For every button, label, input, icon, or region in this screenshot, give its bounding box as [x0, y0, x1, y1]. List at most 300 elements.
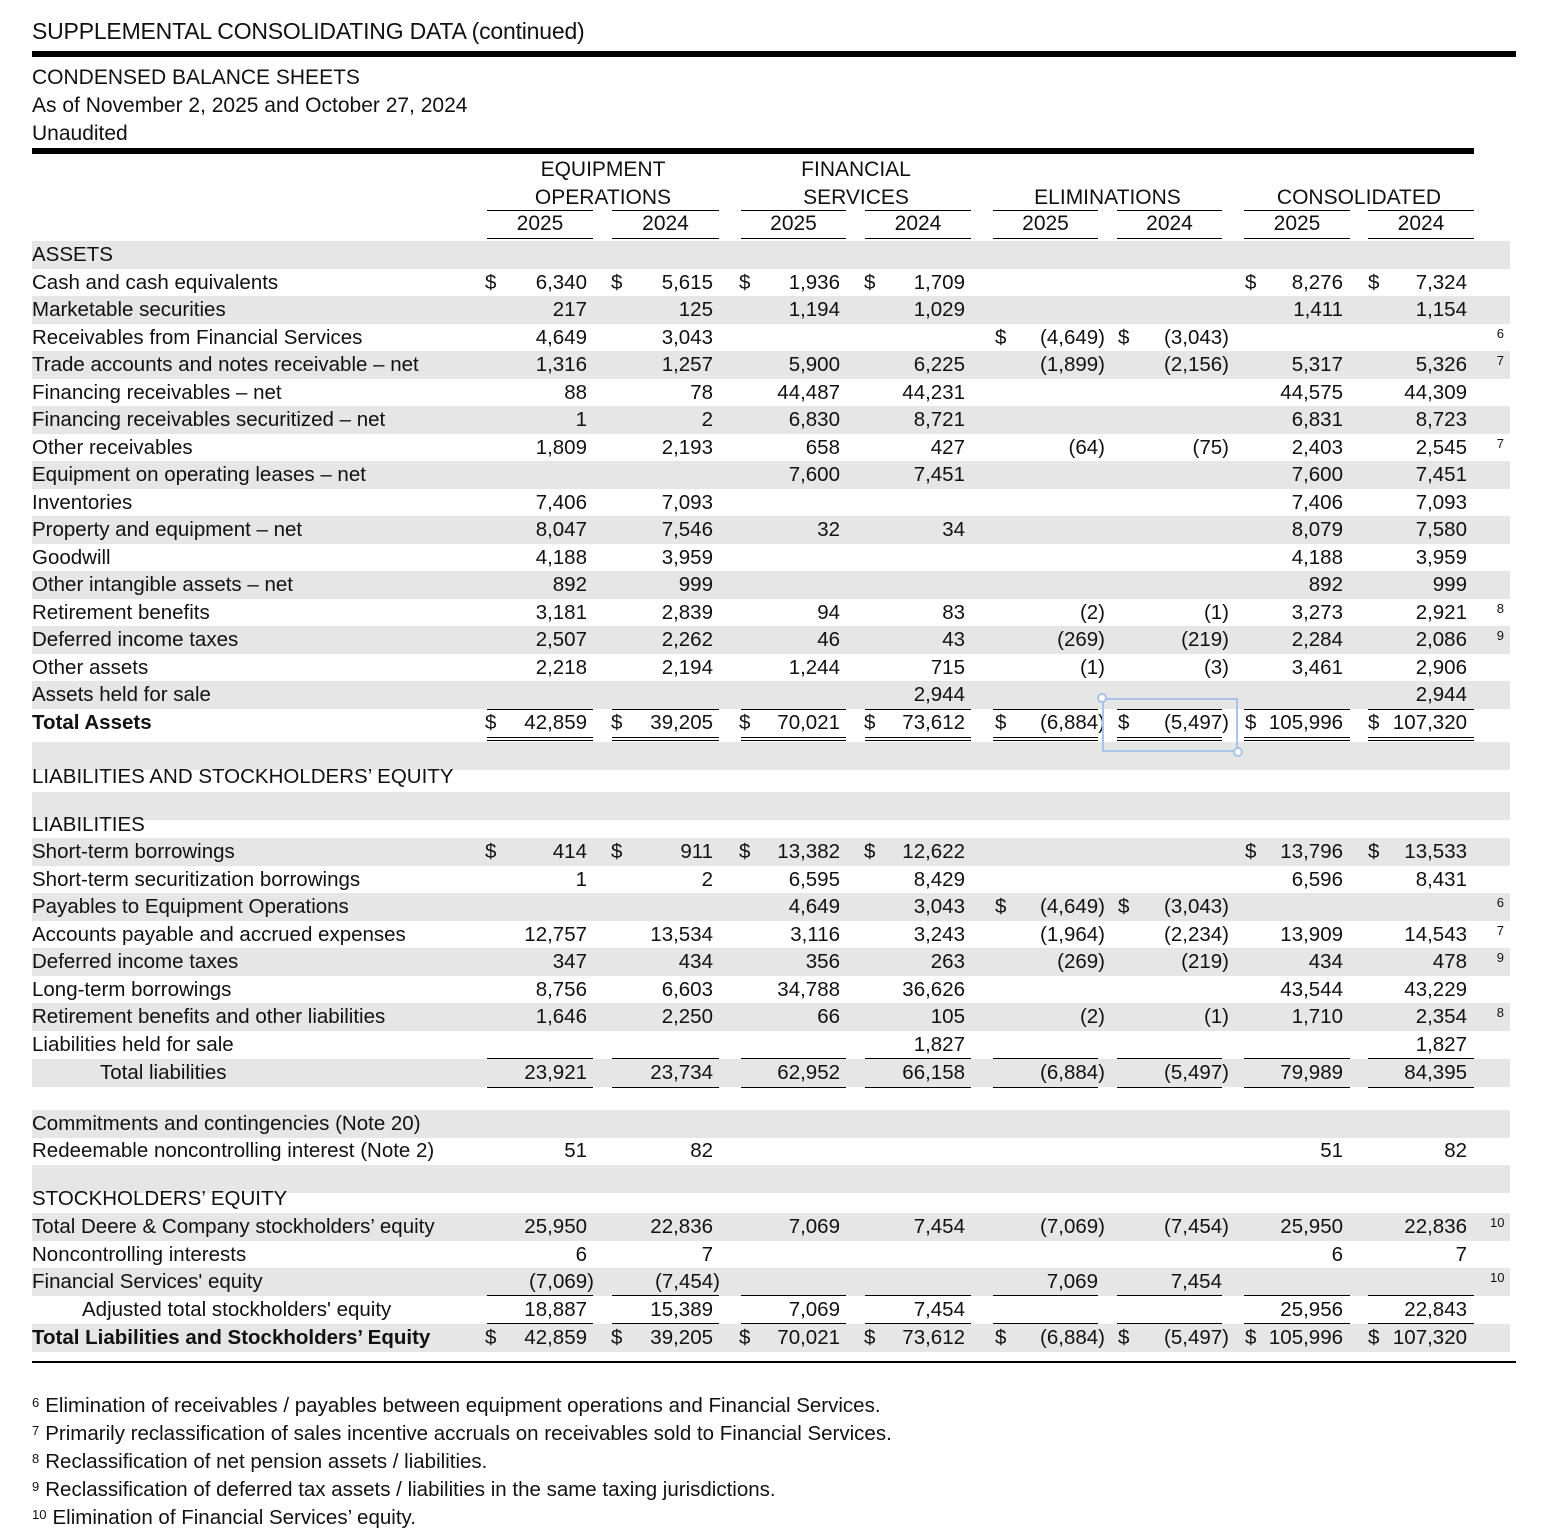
row-label: Adjusted total stockholders' equity: [82, 1298, 392, 1321]
table-cell: (64): [1068, 436, 1105, 459]
total-overline: [993, 709, 1098, 710]
row-label: Long-term borrowings: [32, 978, 232, 1001]
year-header: 2024: [1146, 212, 1193, 235]
year-header: 2024: [894, 212, 942, 235]
table-cell: 125: [678, 298, 713, 321]
table-cell: 263: [930, 950, 965, 973]
table-cell: 5,326: [1415, 353, 1467, 376]
row-band: [32, 626, 1510, 654]
header-underline: [487, 238, 593, 239]
table-cell: 51: [564, 1139, 587, 1162]
row-label: Payables to Equipment Operations: [32, 895, 349, 918]
table-cell: 2,262: [661, 628, 713, 651]
table-cell: 6,603: [661, 978, 713, 1001]
table-cell: (3,043): [1164, 326, 1229, 349]
table-cell: 7,069: [788, 1298, 840, 1321]
footnote-number: 7: [32, 1423, 40, 1438]
double-underline: [741, 737, 846, 741]
total-overline: [1117, 1323, 1222, 1324]
double-underline: [865, 737, 971, 741]
table-cell: 70,021: [777, 1326, 840, 1349]
header-underline: [993, 238, 1098, 239]
table-cell: 6: [575, 1243, 587, 1266]
table-cell: 12,622: [902, 840, 965, 863]
subtotal-overline: [865, 1295, 971, 1296]
footnote-ref: 7: [1496, 436, 1504, 451]
header-underline: [865, 238, 971, 239]
row-label: Retirement benefits and other liabilities: [32, 1005, 386, 1028]
table-cell: (2,234): [1164, 923, 1229, 946]
table-cell: 8,723: [1415, 408, 1467, 431]
table-cell: 356: [805, 950, 840, 973]
table-cell: 7,406: [535, 491, 587, 514]
total-overline: [1368, 1323, 1474, 1324]
table-cell: 51: [1320, 1139, 1343, 1162]
subtotal-underline: [993, 1087, 1098, 1088]
footnote-ref: 7: [1496, 923, 1504, 938]
table-cell: 13,533: [1404, 840, 1467, 863]
table-cell: 7: [1455, 1243, 1467, 1266]
dollar-sign: $: [864, 840, 876, 863]
dollar-sign: $: [739, 271, 751, 294]
table-cell: 7,451: [1415, 463, 1467, 486]
table-cell: 66,158: [902, 1061, 965, 1084]
table-cell: 1,029: [913, 298, 965, 321]
table-cell: 2: [701, 408, 713, 431]
table-cell: 6,340: [535, 271, 587, 294]
subtotal-underline: [1244, 1087, 1350, 1088]
total-overline: [1244, 709, 1350, 710]
dollar-sign: $: [995, 326, 1007, 349]
table-cell: 8,079: [1291, 518, 1343, 541]
table-cell: 1,411: [1293, 298, 1343, 321]
table-cell: 94: [817, 601, 840, 624]
table-cell: 4,188: [535, 546, 587, 569]
dollar-sign: $: [1118, 711, 1130, 734]
total-overline: [1368, 709, 1474, 710]
dollar-sign: $: [485, 271, 497, 294]
table-cell: 105: [930, 1005, 965, 1028]
table-cell: 25,956: [1280, 1298, 1343, 1321]
row-label: Deferred income taxes: [32, 628, 239, 651]
subtotal-overline: [1368, 1295, 1474, 1296]
table-cell: 6: [1331, 1243, 1343, 1266]
subtotal-underline: [487, 1087, 593, 1088]
table-cell: 23,921: [524, 1061, 587, 1084]
table-cell: 7: [701, 1243, 713, 1266]
table-cell: 1,194: [788, 298, 840, 321]
dollar-sign: $: [1368, 840, 1380, 863]
table-cell: 2,194: [661, 656, 713, 679]
table-cell: 217: [552, 298, 587, 321]
row-band: [32, 792, 1510, 820]
footnote-ref: 10: [1490, 1215, 1505, 1230]
table-cell: 1,809: [535, 436, 587, 459]
dollar-sign: $: [1368, 1326, 1380, 1349]
table-cell: 73,612: [902, 1326, 965, 1349]
table-cell: 2,507: [535, 628, 587, 651]
subtotal-overline: [741, 1295, 846, 1296]
col-group-equipment: EQUIPMENT OPERATIONS: [534, 158, 672, 209]
table-cell: 8,429: [913, 868, 965, 891]
table-cell: 3,959: [661, 546, 713, 569]
table-cell: 5,615: [661, 271, 713, 294]
table-cell: 84,395: [1404, 1061, 1467, 1084]
footnote-item: [32, 1392, 881, 1419]
table-cell: 32: [817, 518, 840, 541]
subtotal-underline: [1117, 1087, 1222, 1088]
table-cell: 6,596: [1291, 868, 1343, 891]
table-cell: 34,788: [777, 978, 840, 1001]
table-cell: 5,900: [788, 353, 840, 376]
table-cell: 434: [678, 950, 713, 973]
table-cell: 999: [678, 573, 713, 596]
table-cell: 892: [1308, 573, 1343, 596]
row-label: Short-term securitization borrowings: [32, 868, 361, 891]
table-cell: 43,229: [1404, 978, 1467, 1001]
table-cell: 6,830: [788, 408, 840, 431]
header-underline: [741, 210, 846, 211]
table-cell: 1,316: [535, 353, 587, 376]
table-cell: 478: [1432, 950, 1467, 973]
dollar-sign: $: [485, 1326, 497, 1349]
subtotal-overline: [993, 1058, 1098, 1059]
row-label: Noncontrolling interests: [32, 1243, 247, 1266]
row-band: [32, 296, 1510, 324]
row-label: Financial Services' equity: [32, 1270, 263, 1293]
table-cell: (7,454): [655, 1270, 720, 1293]
double-underline: [1244, 737, 1350, 741]
subtotal-overline: [1244, 1058, 1350, 1059]
header-underline: [1368, 238, 1474, 239]
dollar-sign: $: [1245, 711, 1257, 734]
table-cell: 107,320: [1392, 1326, 1467, 1349]
footnote-ref: 9: [1496, 950, 1504, 965]
row-label: Retirement benefits: [32, 601, 210, 624]
table-cell: 8,756: [535, 978, 587, 1001]
total-overline: [487, 709, 593, 710]
table-cell: 7,600: [1291, 463, 1343, 486]
row-label: Total Liabilities and Stockholders’ Equity: [32, 1326, 431, 1349]
row-label: Financing receivables securitized – net: [32, 408, 386, 431]
row-band: [32, 241, 1510, 269]
table-cell: 13,382: [777, 840, 840, 863]
table-cell: (4,649): [1040, 326, 1105, 349]
dollar-sign: $: [1245, 840, 1257, 863]
table-cell: (6,884): [1040, 1326, 1105, 1349]
table-cell: 70,021: [777, 711, 840, 734]
double-underline: [1368, 737, 1474, 741]
table-cell: 43: [942, 628, 965, 651]
dollar-sign: $: [611, 840, 623, 863]
double-underline: [993, 737, 1098, 741]
row-label: Inventories: [32, 491, 133, 514]
table-cell: 22,836: [650, 1215, 713, 1238]
table-cell: 3,461: [1291, 656, 1343, 679]
dollar-sign: $: [1245, 1326, 1257, 1349]
table-cell: 78: [690, 381, 713, 404]
table-cell: 2,944: [1415, 683, 1467, 706]
total-overline: [487, 1323, 593, 1324]
footnote-text: Elimination of receivables / payables between equipment operations and Financial Services.: [45, 1394, 881, 1417]
total-overline: [612, 709, 719, 710]
table-cell: (7,454): [1164, 1215, 1229, 1238]
row-label: Redeemable noncontrolling interest (Note 2): [32, 1139, 435, 1162]
table-cell: 3,043: [661, 326, 713, 349]
footnote-number: 10: [32, 1507, 47, 1522]
subtotal-overline: [612, 1295, 719, 1296]
table-cell: 6,831: [1291, 408, 1343, 431]
cell-selection-box[interactable]: [1102, 698, 1238, 752]
year-header: 2025: [1273, 212, 1321, 235]
table-cell: 82: [1444, 1139, 1467, 1162]
table-cell: 2,839: [661, 601, 713, 624]
row-band: [32, 948, 1510, 976]
table-cell: 999: [1432, 573, 1467, 596]
footnote-ref: 7: [1496, 353, 1504, 368]
table-cell: 44,575: [1280, 381, 1343, 404]
table-cell: 105,996: [1268, 711, 1343, 734]
subtotal-underline: [1368, 1087, 1474, 1088]
table-cell: 2,193: [661, 436, 713, 459]
dollar-sign: $: [864, 711, 876, 734]
table-cell: 3,043: [913, 895, 965, 918]
table-cell: 7,454: [913, 1298, 965, 1321]
double-underline: [612, 737, 719, 741]
header-underline: [865, 210, 971, 211]
subtotal-underline: [741, 1087, 846, 1088]
double-underline: [487, 737, 593, 741]
table-cell: 1,827: [1415, 1033, 1467, 1056]
table-cell: 36,626: [902, 978, 965, 1001]
table-cell: (2): [1079, 601, 1105, 624]
table-cell: (7,069): [1040, 1215, 1105, 1238]
table-cell: (3,043): [1164, 895, 1229, 918]
table-cell: 44,309: [1404, 381, 1467, 404]
table-cell: (6,884): [1040, 1061, 1105, 1084]
footnote-item: [32, 1448, 487, 1475]
table-cell: 79,989: [1280, 1061, 1343, 1084]
table-cell: (219): [1181, 950, 1229, 973]
table-cell: 2,354: [1415, 1005, 1467, 1028]
table-cell: (219): [1181, 628, 1229, 651]
subtotal-overline: [993, 1295, 1098, 1296]
header-underline: [612, 238, 719, 239]
table-cell: 7,069: [788, 1215, 840, 1238]
footnote-number: 8: [32, 1451, 40, 1466]
table-cell: 7,454: [1170, 1270, 1222, 1293]
table-cell: (4,649): [1040, 895, 1105, 918]
table-cell: 1: [575, 408, 587, 431]
table-cell: (2): [1079, 1005, 1105, 1028]
footnote-ref: 8: [1496, 1005, 1504, 1020]
table-cell: 2,284: [1291, 628, 1343, 651]
dollar-sign: $: [739, 711, 751, 734]
table-cell: 14,543: [1404, 923, 1467, 946]
header-underline: [1117, 210, 1222, 211]
table-cell: 7,454: [913, 1215, 965, 1238]
table-cell: 42,859: [524, 711, 587, 734]
table-cell: 83: [942, 601, 965, 624]
table-cell: 6,595: [788, 868, 840, 891]
row-label: Commitments and contingencies (Note 20): [32, 1112, 421, 1135]
table-cell: (269): [1057, 950, 1105, 973]
footnote-text: Reclassification of net pension assets / liabilities.: [45, 1450, 488, 1473]
page-title: SUPPLEMENTAL CONSOLIDATING DATA (continued): [32, 18, 585, 44]
row-band: [32, 681, 1510, 709]
dollar-sign: $: [995, 1326, 1007, 1349]
footnote-ref: 9: [1496, 628, 1504, 643]
table-cell: 1: [575, 868, 587, 891]
header-rule: [32, 148, 1474, 154]
table-cell: 8,276: [1291, 271, 1343, 294]
col-group-eliminations: ELIMINATIONS: [1034, 186, 1181, 209]
table-cell: 4,188: [1291, 546, 1343, 569]
table-cell: 42,859: [524, 1326, 587, 1349]
dollar-sign: $: [611, 1326, 623, 1349]
table-cell: 46: [817, 628, 840, 651]
table-cell: 2,218: [535, 656, 587, 679]
table-cell: 15,389: [650, 1298, 713, 1321]
subtotal-overline: [1117, 1295, 1222, 1296]
table-cell: 3,959: [1415, 546, 1467, 569]
table-cell: 23,734: [650, 1061, 713, 1084]
table-cell: 2: [701, 868, 713, 891]
table-cell: 82: [690, 1139, 713, 1162]
table-cell: 2,086: [1415, 628, 1467, 651]
footnote-item: [32, 1476, 776, 1503]
footnote-text: Primarily reclassification of sales incentive accruals on receivables sold to Financial Services.: [45, 1422, 892, 1445]
table-cell: 347: [552, 950, 587, 973]
row-label: Total Assets: [32, 711, 152, 734]
row-label: Total liabilities: [100, 1061, 227, 1084]
table-cell: 7,406: [1291, 491, 1343, 514]
selection-handle-top-left[interactable]: [1097, 693, 1107, 703]
row-label: Other intangible assets – net: [32, 573, 293, 596]
total-overline: [741, 1323, 846, 1324]
footnote-ref: 8: [1496, 601, 1504, 616]
table-cell: 39,205: [650, 711, 713, 734]
footnote-ref: 6: [1496, 895, 1504, 910]
table-cell: 66: [817, 1005, 840, 1028]
table-cell: 658: [805, 436, 840, 459]
statement-dates: As of November 2, 2025 and October 27, 2024: [32, 94, 468, 117]
row-label: Other assets: [32, 656, 149, 679]
row-label: Financing receivables – net: [32, 381, 282, 404]
row-label: Assets held for sale: [32, 683, 211, 706]
table-cell: 7,546: [661, 518, 713, 541]
dollar-sign: $: [485, 711, 497, 734]
row-label: Short-term borrowings: [32, 840, 235, 863]
total-overline: [865, 1323, 971, 1324]
table-cell: 18,887: [524, 1298, 587, 1321]
table-cell: (1,899): [1040, 353, 1105, 376]
table-cell: 1,646: [535, 1005, 587, 1028]
table-cell: (2,156): [1164, 353, 1229, 376]
subtotal-overline: [1368, 1058, 1474, 1059]
footnote-text: Reclassification of deferred tax assets / liabilities in the same taxing jurisdictions.: [45, 1478, 776, 1501]
table-cell: 1,936: [788, 271, 840, 294]
col-group-consolidated: CONSOLIDATED: [1276, 186, 1442, 209]
table-cell: 1,709: [913, 271, 965, 294]
section-heading: LIABILITIES AND STOCKHOLDERS’ EQUITY: [32, 765, 454, 788]
header-underline: [612, 210, 719, 211]
table-cell: (7,069): [529, 1270, 594, 1293]
footnote-text: Elimination of Financial Services’ equity.: [52, 1506, 416, 1529]
table-cell: 13,796: [1280, 840, 1343, 863]
header-underline: [487, 210, 593, 211]
table-cell: 1,244: [788, 656, 840, 679]
table-cell: 88: [564, 381, 587, 404]
table-cell: 434: [1308, 950, 1343, 973]
table-cell: (5,497): [1164, 1326, 1229, 1349]
row-label: Goodwill: [32, 546, 111, 569]
section-heading: ASSETS: [32, 243, 113, 266]
table-cell: 2,921: [1415, 601, 1467, 624]
total-overline: [612, 1323, 719, 1324]
dollar-sign: $: [1118, 326, 1130, 349]
table-cell: 13,534: [650, 923, 713, 946]
footnote-ref: 6: [1496, 326, 1504, 341]
table-cell: 25,950: [524, 1215, 587, 1238]
row-label: Trade accounts and notes receivable – net: [32, 353, 419, 376]
footnote-item: [32, 1420, 892, 1447]
table-cell: 8,431: [1415, 868, 1467, 891]
table-cell: 12,757: [524, 923, 587, 946]
selection-handle-bottom-right[interactable]: [1233, 747, 1243, 757]
table-cell: (1): [1203, 1005, 1229, 1028]
table-cell: 715: [930, 656, 965, 679]
table-cell: 44,487: [777, 381, 840, 404]
table-cell: 3,243: [913, 923, 965, 946]
footnote-number: 9: [32, 1479, 40, 1494]
dollar-sign: $: [485, 840, 497, 863]
table-cell: 13,909: [1280, 923, 1343, 946]
header-underline: [1117, 238, 1222, 239]
dollar-sign: $: [864, 271, 876, 294]
table-cell: (1): [1203, 601, 1229, 624]
subtotal-overline: [741, 1058, 846, 1059]
table-cell: 4,649: [788, 895, 840, 918]
row-label: Equipment on operating leases – net: [32, 463, 366, 486]
table-cell: 2,403: [1291, 436, 1343, 459]
table-cell: 2,906: [1415, 656, 1467, 679]
table-cell: 107,320: [1392, 711, 1467, 734]
table-cell: (269): [1057, 628, 1105, 651]
footnote-number: 6: [32, 1395, 40, 1410]
table-cell: 911: [680, 840, 713, 863]
table-cell: 2,944: [913, 683, 965, 706]
total-overline: [1244, 1323, 1350, 1324]
total-overline: [993, 1323, 1098, 1324]
year-header: 2024: [642, 212, 689, 235]
dollar-sign: $: [611, 711, 623, 734]
table-cell: 427: [930, 436, 965, 459]
table-cell: 414: [552, 840, 587, 863]
table-cell: (5,497): [1164, 1061, 1229, 1084]
footnote-ref: 10: [1490, 1270, 1505, 1285]
row-label: Accounts payable and accrued expenses: [32, 923, 406, 946]
table-cell: 73,612: [902, 711, 965, 734]
row-label: Cash and cash equivalents: [32, 271, 279, 294]
row-label: Liabilities held for sale: [32, 1033, 234, 1056]
table-cell: 22,843: [1404, 1298, 1467, 1321]
header-underline: [1244, 210, 1350, 211]
table-cell: 3,181: [535, 601, 587, 624]
table-cell: 44,231: [902, 381, 965, 404]
row-label: Other receivables: [32, 436, 193, 459]
table-cell: (3): [1203, 656, 1229, 679]
